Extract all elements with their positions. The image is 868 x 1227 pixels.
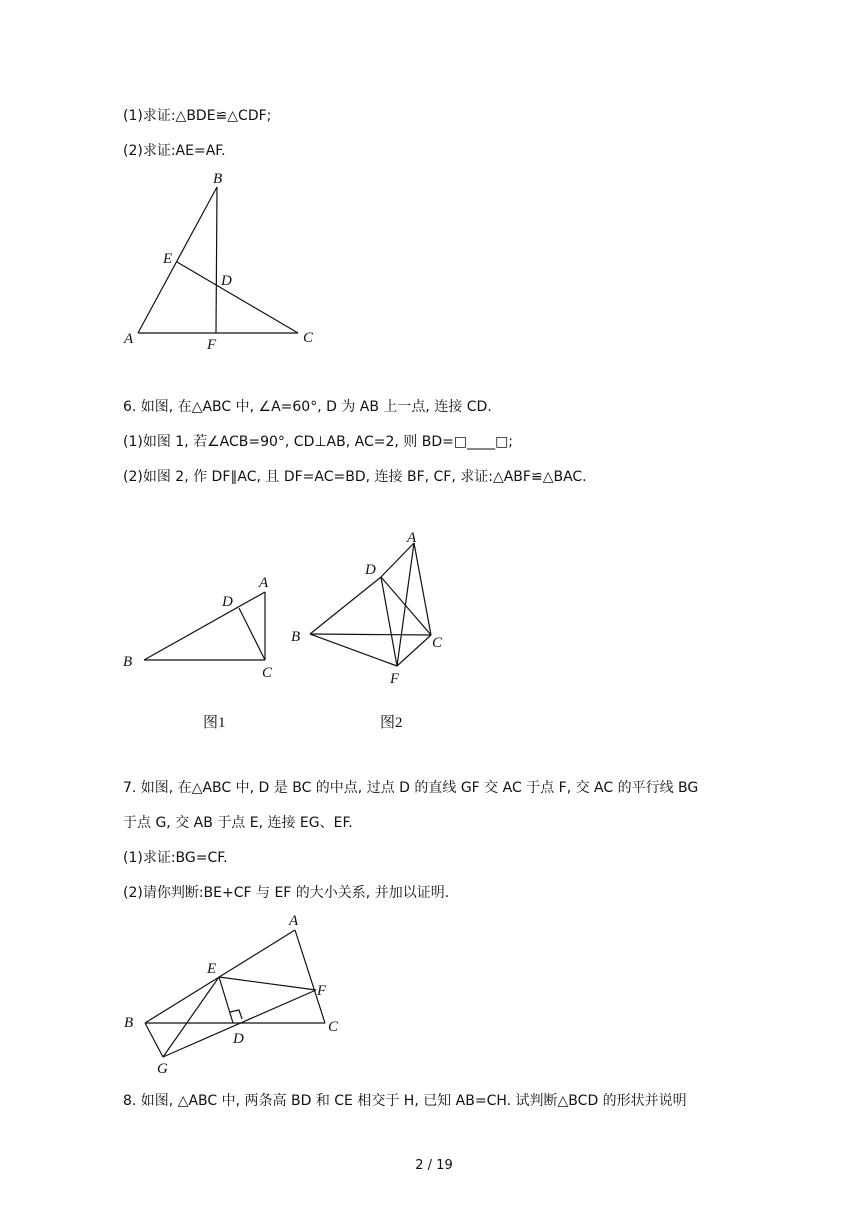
label-C: C [262,665,273,681]
label-F: F [317,983,327,999]
q7-stem-a: 7. 如图, 在△ABC 中, D 是 BC 的中点, 过点 D 的直线 GF 交 AC 于点 F, 交 AC 的平行线 BG [123,780,699,796]
figure-q5 [115,165,335,360]
label-A: A [289,913,299,929]
label-C: C [328,1019,339,1035]
label-B: B [124,1015,134,1031]
page-number: 2 / 19 [415,1158,453,1173]
q7-part1: (1)求证:BG=CF. [123,850,228,866]
caption-fig2: 图2 [380,715,403,731]
q6-part2: (2)如图 2, 作 DF∥AC, 且 DF=AC=BD, 连接 BF, CF, 求证:△ABF≌△BAC. [123,469,587,485]
label-D: D [222,594,233,610]
label-B: B [291,629,301,645]
label-A: A [407,530,417,546]
q6-part1: (1)如图 1, 若∠ACB=90°, CD⊥AB, AC=2, 则 BD=□____□; [123,434,514,450]
q7-part2: (2)请你判断:BE+CF 与 EF 的大小关系, 并加以证明. [123,885,450,901]
q5-part1: (1)求证:△BDE≌△CDF; [123,108,272,124]
label-D: D [365,562,376,578]
label-E: E [207,961,217,977]
label-D: D [221,273,232,289]
label-D: D [233,1031,244,1047]
q8-stem: 8. 如图, △ABC 中, 两条高 BD 和 CE 相交于 H, 已知 AB=CH. 试判断△BCD 的形状并说明 [123,1093,687,1109]
figure-q6-2 [285,525,460,740]
label-G: G [157,1061,168,1077]
caption-fig1: 图1 [203,715,226,731]
label-A: A [259,575,269,591]
label-E: E [163,251,173,267]
q7-stem-b: 于点 G, 交 AB 于点 E, 连接 EG、EF. [123,815,353,831]
label-A: A [124,331,134,347]
q5-part2: (2)求证:AE=AF. [123,143,226,159]
q6-stem: 6. 如图, 在△ABC 中, ∠A=60°, D 为 AB 上一点, 连接 CD. [123,399,492,415]
label-C: C [432,635,443,651]
label-F: F [390,671,400,687]
label-C: C [303,330,314,346]
label-F: F [207,337,217,353]
label-B: B [213,171,223,187]
figure-q6-1 [115,565,290,740]
label-B: B [123,654,133,670]
figure-q7 [115,905,355,1080]
